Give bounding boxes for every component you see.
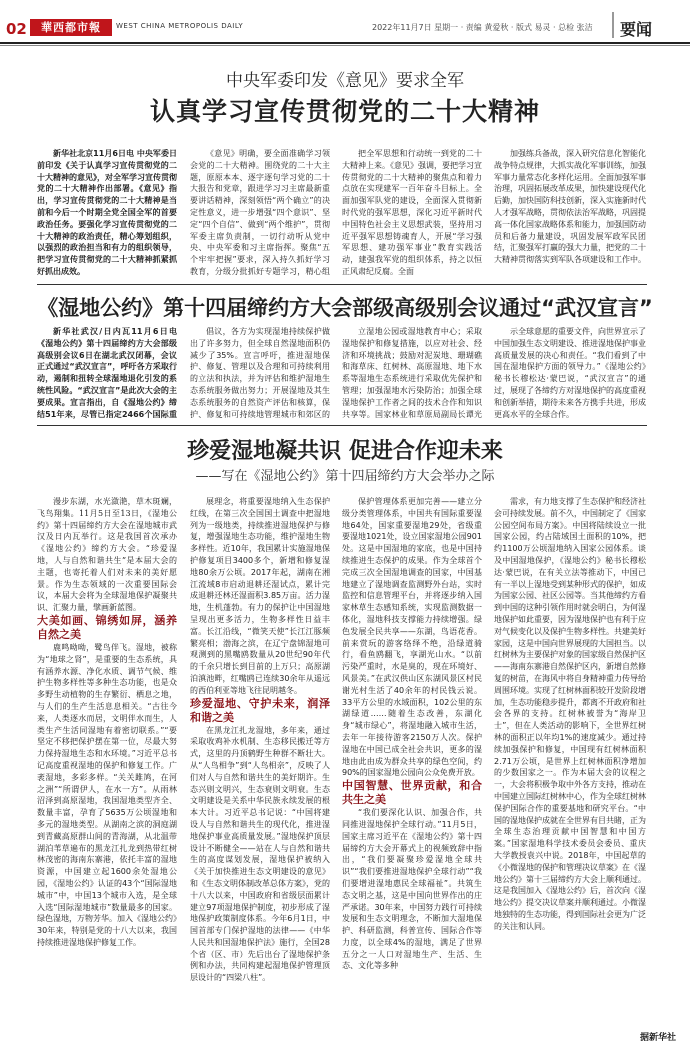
article3-column-2 xyxy=(190,496,330,1024)
article2-col3-text: 立湿地公园或湿地教育中心；采取湿地保护和修复措施，以应对社会、经济和环境挑战；鼓励对泥炭地、珊瑚礁和海草床、红树林、高原湿地、地下水系等湿地生态系统进行采取优先保护和管理；加强湿地水污染防治；加强全球湿地保护工作者之间的技术合作和知识共享等。国家林业和草原局副局长谭光 xyxy=(342,327,482,419)
article3-title: 珍爱湿地凝共识 促进合作迎未来 xyxy=(187,439,503,464)
header-info: 2022年11月7日 星期一 · 责编 黄爱秋 · 版式 易灵 · 总检 张洁 xyxy=(372,23,593,32)
article3-col2-text: 展理念，将重要湿地纳入生态保护红线，在第三次全国国土调查中把湿地列为一级地类，持续推进湿地保护与修复，增强湿地生态功能，维护湿地生物多样性。近10年，我国累计实施湿地保护修复项目3400多个，新增和修复湿地80余万公顷。2017年起，湖南在湘江流域8市启动退耕还湿试点，累计完成退耕还林还湿面积3.85万亩。活力湿地，生机蓬勃。有力的保护让中国湿地呈现出更多活力，生物多样性日益丰富。长江沿线，“微笑天使”长江江豚频繁亮相；渤海之滨，在辽宁盘锦湿地可观测到的黑嘴鸥数量从20世纪90年代的千余只增长到目前的上万只；高原湖泊滇池畔，红嘴鸥已连续30余年从遥远的西伯利亚等地飞往昆明越冬。 xyxy=(190,497,330,695)
divider-2 xyxy=(37,425,647,426)
article2-column-2 xyxy=(190,326,330,419)
header-rule-thin xyxy=(0,45,690,46)
article2-col4-text: 示全球意愿的重要文件，向世界宣示了中国加强生态文明建设、推进湿地保护事业高质量发展的决心和责任。“我们看到了中国在湿地保护方面的领导力。”《湿地公约》秘书长穆松达·蒙巴说，“武汉宣言”的通过，展现了各缔约方对湿地保护的高度重视和创新举措，期待未来各方携手共进，形成更高水平的全球合作。 xyxy=(494,327,646,419)
article3-section1-heading: 大美如画、锦绣如屏，涵养自然之美 xyxy=(37,613,177,641)
article2-column-3 xyxy=(342,326,482,419)
header-rule xyxy=(0,42,690,44)
source-credit: 据新华社 xyxy=(639,1033,676,1043)
masthead-logo: 華西都市報 xyxy=(30,19,112,36)
article3-col3-text: 保护管理体系更加完善——建立分级分类管理体系，中国共有国际重要湿地64处，国家重要湿地29处，省级重要湿地1021处，设立国家湿地公园901处。这是中国湿地的家底，也是中国持续推进生态保护的成果。作为全球首个完成三次全国湿地调查的国家，中国基地建立了湿地调查监测野外台站，实时监控和信息管理平台，并将逐步纳入国家林草生态感知系统，实现监测数据一体化，湿地科技支撑能力持续增强。绿色发展全民共享——东湖，鸟语花香。前来赏玩的游客络绎不绝，沿绿道骑行，看鱼鸥翻飞，享湖光山水。“以前污染严重时，水是臭的，现在环境好、风景美。”在武汉供山区东湖风景区村民谢光村生活了40余年的村民钱云说。33平方公里的水域面积，102公里的东湖绿道……随着生态改善，东湖化身“城市绿心”，将湿地融入城市生活，去年一年接待游客2150万人次。保护湿地在中国已成全社会共识，更多的湿地由此由成为群众共享的绿色空间，约90%的国家湿地公园向公众免费开放。 xyxy=(342,497,482,778)
article3-column-1 xyxy=(37,496,177,1024)
article2-column-4 xyxy=(494,326,646,419)
article2-column-1 xyxy=(37,326,177,419)
article3-col1-text: 鹿鸣呦呦，鹭鸟伴飞。湿地，被称为“地球之肾”，是重要的生态系统，具有涵养水源、净化水质、调节气候、维护生物多样性等多种生态功能，也是众多野生动植物的生存繁衍、栖息之地，与人们的生产生活息息相关。“古往今来，人类逐水而居，文明伴水而生，人类生产生活同湿地有着密切联系。”“要坚定不移把保护摆在第一位，尽最大努力保持湿地生态和水环境。”习近平总书记高度重视湿地的保护和修复工作。广袤湿地，多彩多样。“关关雎鸠，在河之洲”“所谓伊人，在水一方”。从雨林沼泽到高原湿地，我国湿地类型齐全、数量丰富，孕育了5635万公顷湿地和多元的湿地类型。从湖南之滨的洞庭湖到青藏高原群山间的青海湖，从北温带湖泊苇草遍布的黑龙江扎龙到热带红树林茂密的海南东寨港，依托丰富的湿地资源，中国建立起1600余处湿地公园，《湿地公约》认证的43个“国际湿地城市”中，中国13个城市入选，是全球入选“国际湿地城市”数量最多的国家。绿色湿地，万物芳华。加入《湿地公约》30年来，特别是党的十八大以来，我国持续推进湿地保护修复工作。 xyxy=(37,642,177,947)
article3-column-4 xyxy=(494,496,646,1024)
article1-column-4 xyxy=(494,148,646,278)
article2-title: 《湿地公约》第十四届缔约方大会部级高级别会议通过“武汉宣言” xyxy=(37,296,653,320)
article3-section2-heading: 珍爱湿地、守护未来，润泽和谐之美 xyxy=(190,696,330,724)
article3-col2b-text: 在黑龙江扎龙湿地，多年来，通过采取收鸡补水机制、生态移民搬迁等方式，这里的丹顶鹤野生种群不断壮大。从“人鸟相争”到“人鸟相亲”，反映了人们对人与自然和谐共生的美好期许。生态兴则文明兴，生态衰则文明衰。生态文明建设是关系中华民族永续发展的根本大计。习近平总书记说：“中国将建设人与自然和谐共生的现代化，推进湿地保护事业高质量发展。”湿地保护顶层设计不断健全——站在人与自然和谐共生的高度谋划发展，湿地保护被纳入《关于加快推进生态文明建设的意见》和《生态文明体制改革总体方案》，党的十八大以来，中国政府和省级层面累计建立97项湿地保护制度，初步形成了湿地保护政策制度体系。今年6月1日，中国首部专门保护湿地的法律——《中华人民共和国湿地保护法》施行，全国28个省（区、市）先后出台了湿地保护条例和办法，共同构建起湿地保护管理顶层设计的“四梁八柱”。 xyxy=(190,725,330,983)
article1-title: 认真学习宣传贯彻党的二十大精神 xyxy=(149,97,540,126)
article1-col3-text: 把全军思想和行动统一到党的二十大精神上来。《意见》强调，要把学习宣传贯彻党的二十大精神的聚焦点和着力点放在实现建军一百年奋斗目标上。全面加强军队党的建设，全面深入贯彻新时代党的强军思想，深化习近平新时代中国特色社会主义思想武装，坚持用习近平强军思想铸魂育人，开展“学习强军思想、建功强军事业”教育实践活动，建强我军党的组织体系，持之以恒正风肃纪反腐。全面 xyxy=(342,149,482,276)
article3-subtitle: ——写在《湿地公约》第十四届缔约方大会举办之际 xyxy=(195,469,495,484)
masthead-english: WEST CHINA METROPOLIS DAILY xyxy=(116,22,244,30)
divider-1 xyxy=(37,284,647,285)
article1-subtitle: 中央军委印发《意见》要求全军 xyxy=(226,71,464,91)
article1-col2-text: 《意见》明确，要全面准确学习领会党的二十大精神。围绕党的二十大主题，原原本本、逐字逐句学习党的二十大报告和党章，跟进学习习主席最新重要讲话精神，深刻领悟“两个确立”的决定性意义，进一步增强“四个意识”、坚定“四个自信”、做到“两个维护”，贯彻军委主席负责制，一切行动听从党中央、中央军委和习主席指挥。聚焦“五个牢牢把握”要求，深入持久抓好学习教育，分级分批抓好专题学习，精心组 xyxy=(190,149,330,276)
article3-section3-heading: 中国智慧、世界贡献，和合共生之美 xyxy=(342,779,482,807)
section-divider xyxy=(612,12,614,38)
article1-column-2 xyxy=(190,148,330,278)
article2-col2-text: 倡议，各方为实现湿地持续保护做出了许多努力，但全球自然湿地面积仍减少了35%。宣言呼吁，推进湿地保护、修复、管理以及合理和可持续利用的立法和执法，并为评估和维护湿地生态系统服务做出努力；开展湿地及其生态系统服务的自然资产评估和核算，保护、修复和可持续地管理城市和郊区的 xyxy=(190,327,330,419)
page-header xyxy=(0,0,690,44)
article3-col4-text: 需求，有力地支撑了生态保护和经济社会可持续发展。前不久，中国制定了《国家公园空间布局方案》。中国将陆续设立一批国家公园，约占陆域国土面积的10%，把约1100万公顷湿地纳入国家公园体系。谈及中国湿地保护，《湿地公约》秘书长穆松达·蒙巴说，在有关立法等推动下，中国已有一半以上湿地受到某种形式的保护，如成为国家公园、社区公园等。当其他缔约方看到中国的这种引领作用时就会明白，为何湿地保护如此重要，因为湿地保护也有利于应对气候变化以及保护生物多样性。共建美好家园，这是中国向世界展现的大国担当。以红树林为主要保护对象的国家级自然保护区——海南东寨港自然保护区内，新增自然修复的树苗，在海风中将自身精神重力传导给周围环境。实现了红树林面积较开发阶段增加，生态功能稳步提升，都离不开政府和社会各界的支持。红树林被誉为“海岸卫士”，但在人类活动的影响下，全世界红树林的面积正以年均1%的速度减少。通过持续加强保护和修复，中国现有红树林面积2.71万公顷，是世界上红树林面积净增加的少数国家之一。作为本届大会的议程之一，大会将积极争取中外各方支持，推动在中国建立国际红树林中心，作为全球红树林保护国际合作的重要基地和研究平台。“中国的湿地保护成就在全世界有目共睹，正为全球生态治理贡献中国智慧和中国方案。”国家湿地科学技术委员会委员、重庆大学教授袁兴中说。2018年，中国起草的《小微湿地的保护和管理决议草案》在《湿地公约》第十三届缔约方大会上顺利通过。这是我国加入《湿地公约》后，首次向《湿地公约》提交决议草案并顺利通过。小微湿地独特的生态功能，得到国际社会更为广泛的关注和认同。 xyxy=(494,497,646,931)
article3-col3b-text: “我们要深化认识、加强合作，共同推进湿地保护全球行动。”11月5日，国家主席习近平在《湿地公约》第十四届缔约方大会开幕式上的视频致辞中指出，“我们要凝聚珍爱湿地全球共识”“我们要推进湿地保护全球行动”“我们要增进湿地惠民全球福祉”。共筑生态文明之基，这是中国向世界作出的庄严承诺。30年来，中国努力践行可持续发展和生态文明理念，不断加大湿地保护、科研监测，科普宣传、国际合作等力度，以全球4%的湿地，满足了世界五分之一人口对湿地生产、生活、生态、文化等多种 xyxy=(342,808,482,971)
article1-col4-text: 加强练兵备战，深入研究信息化智能化战争特点规律，大抓实战化军事训练，加强军事力量常态化多样化运用。全面加强军事治理，巩固拓展改革成果，加快建设现代化后勤，加快国防科技创新，深入实施新时代人才强军战略，贯彻依法治军战略，巩固提高一体化国家战略体系和能力，加强国防动员和后备力量建设，巩固发展军政军民团结，汇聚强军打赢的强大力量，把党的二十大精神贯彻落实到军队各项建设和工作中。 xyxy=(494,149,646,265)
article1-column-1 xyxy=(37,148,177,278)
section-label: 要闻 xyxy=(620,20,653,39)
page-number: 02 xyxy=(6,20,27,38)
article1-column-3 xyxy=(342,148,482,278)
article3-column-3 xyxy=(342,496,482,1024)
article2-col1-text: 新华社武汉/日内瓦11月6日电 《湿地公约》第十四届缔约方大会部级高级别会议6日在湖北武汉闭幕，会议正式通过“武汉宣言”，呼吁各方采取行动，遏制和扭转全球湿地退化引发的系统性风险。“武汉宣言”是此次大会的主要成果。宣言指出，自《湿地公约》缔结51年来，尽管已指定2466个国际重 xyxy=(37,327,177,419)
article1-col1-text: 新华社北京11月6日电 中央军委日前印发《关于认真学习宣传贯彻党的二十大精神的意见》，对全军学习宣传贯彻党的二十大精神作出部署。《意见》指出，学习宣传贯彻党的二十大精神是当前和今后一个时期全党全国全军的首要政治任务。要强化学习宣传贯彻党的二十大精神的政治责任，精心筹划组织，以强烈的政治担当和有力的组织领导，把学习宣传贯彻党的二十大精神抓紧抓好抓出成效。 xyxy=(37,149,177,276)
article3-intro-text: 漫步东湖，水光潋滟，草木斑斓，飞鸟翔集。11月5日至13日，《湿地公约》第十四届缔约方大会在湿地城市武汉及日内瓦举行。这是我国首次承办《湿地公约》缔约方大会。“珍爱湿地，人与自然和谐共生”是本届大会的主题，也寄托着人们对未来的美好愿景。作为生态领域的一次重要国际会议，本届大会将为全球湿地保护凝聚共识、汇聚力量，擘画新蓝图。 xyxy=(37,497,177,613)
